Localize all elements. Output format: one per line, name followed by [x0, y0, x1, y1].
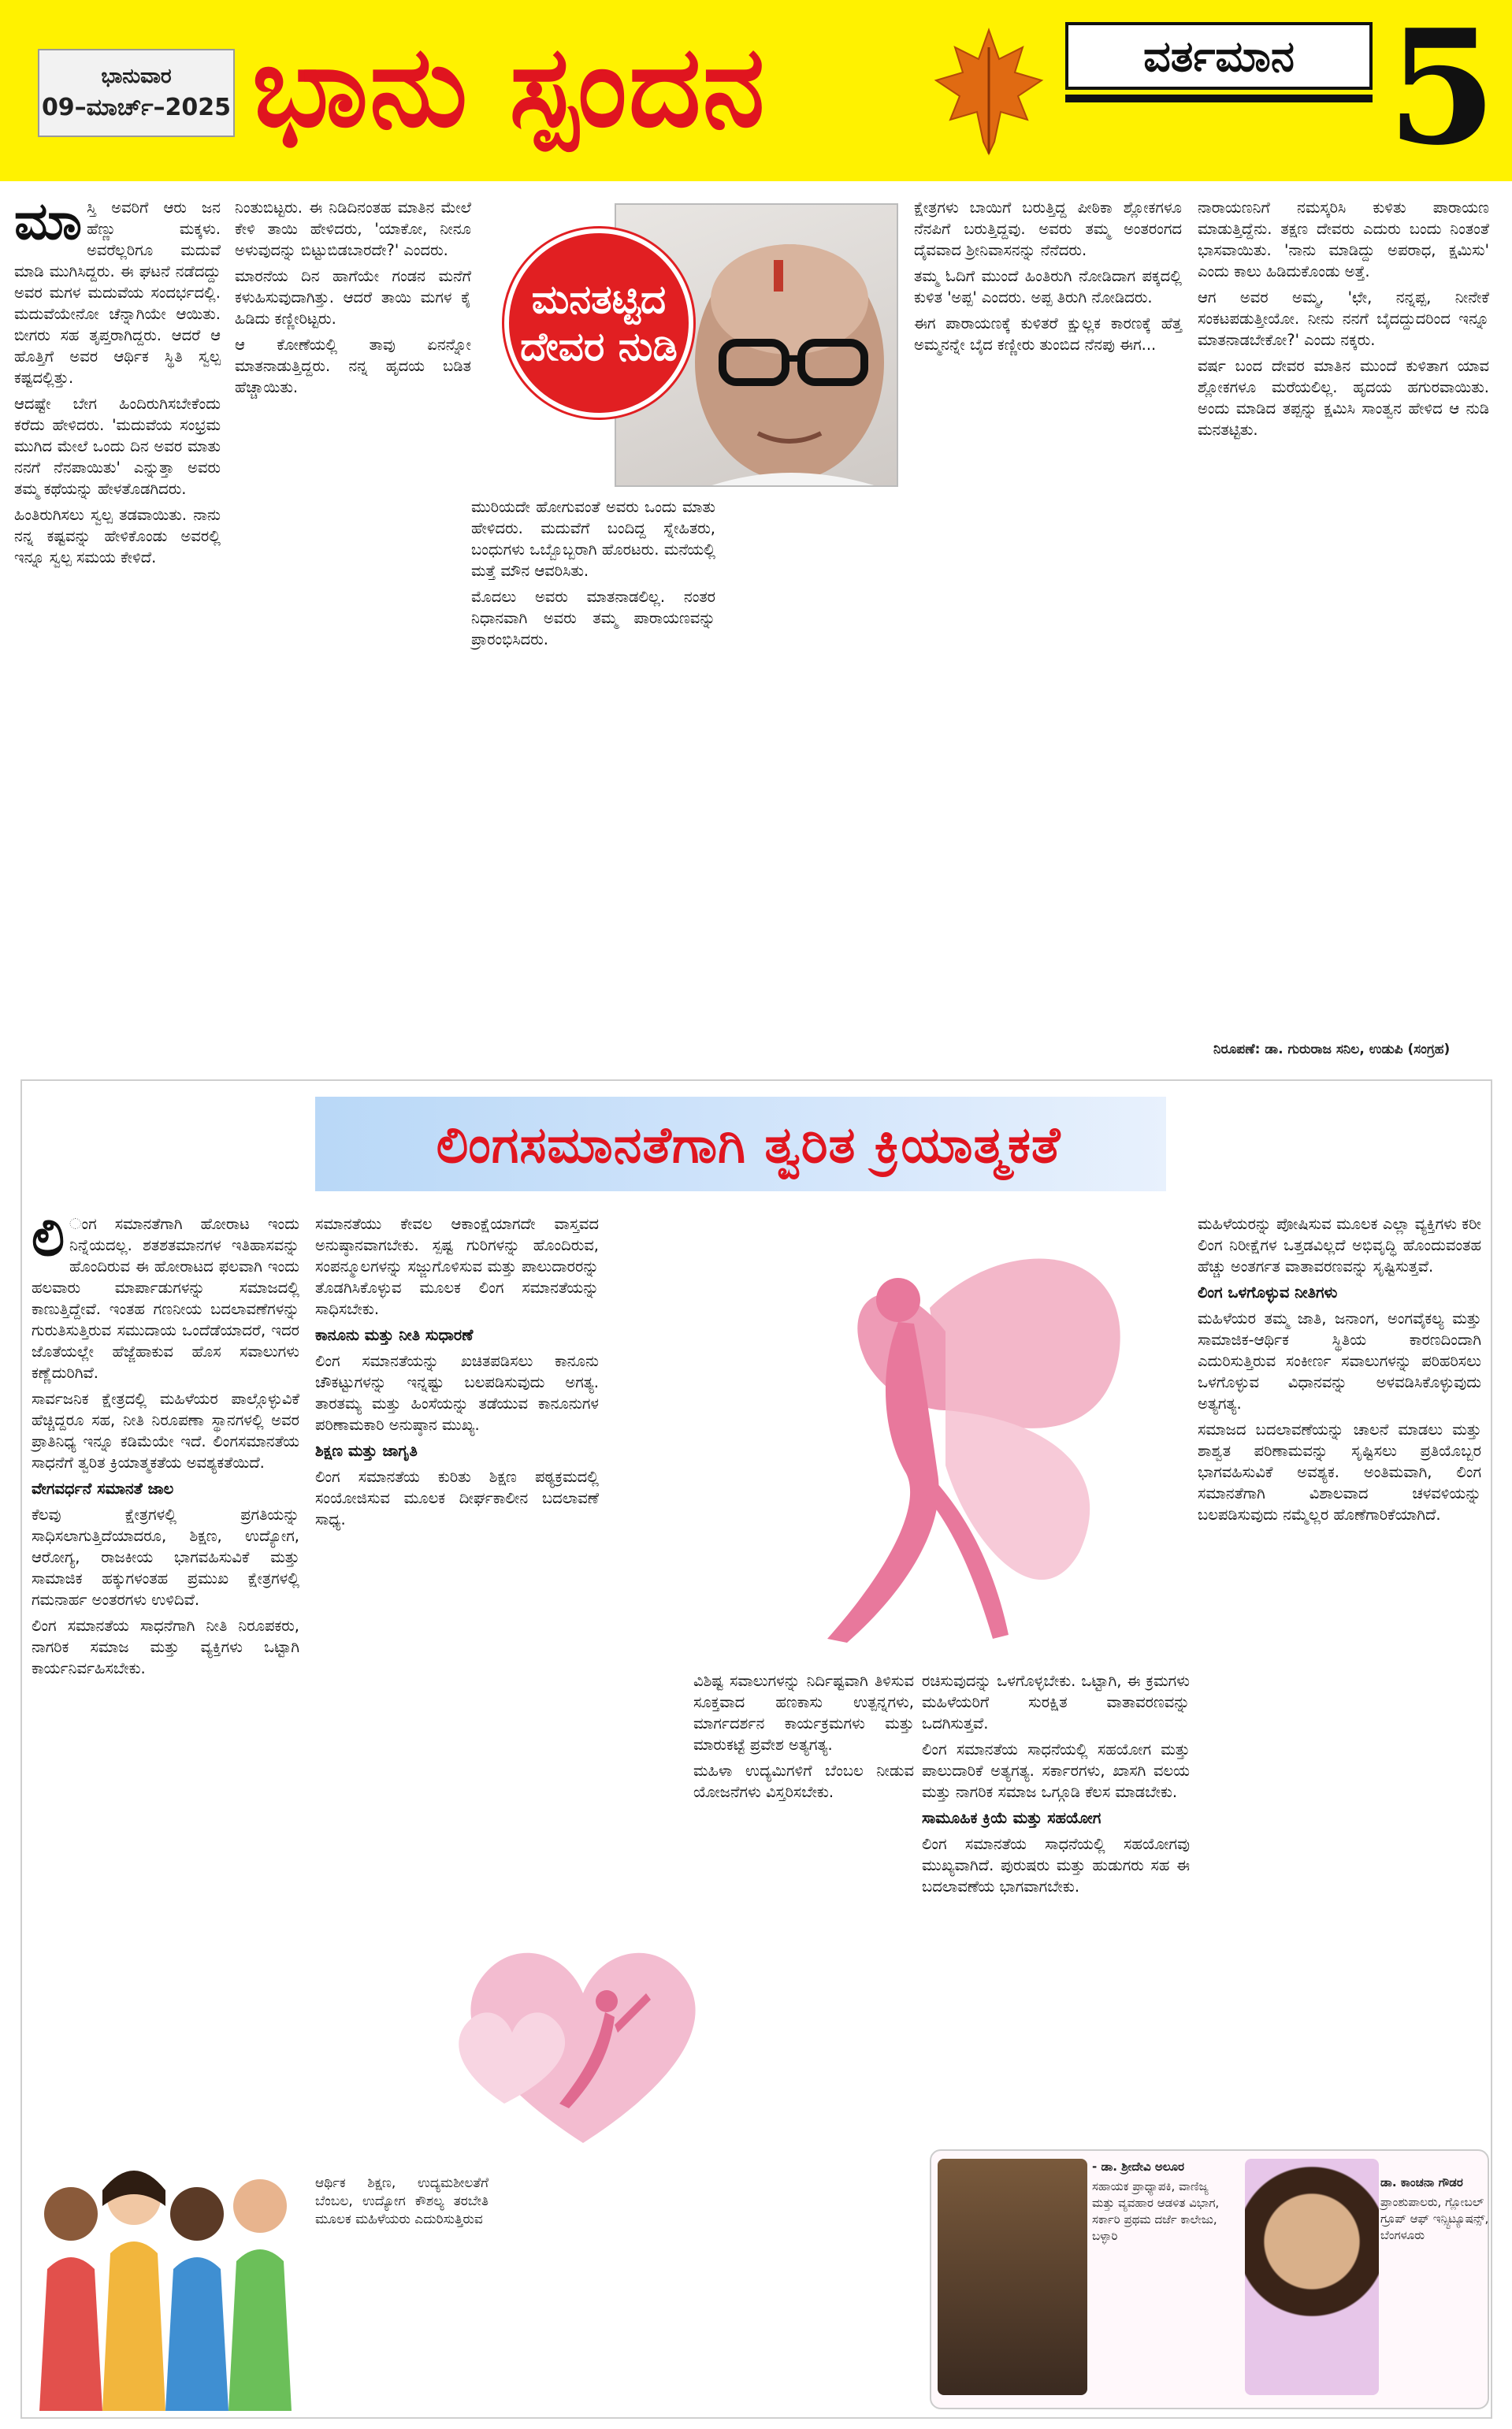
paragraph: ಕ್ಷೇತ್ರಗಳು ಬಾಯಿಗೆ ಬರುತ್ತಿದ್ದ ಪೀಠಿಕಾ ಶ್ಲೋಕಗಳೂ ನೆನಪಿಗೆ ಬರುತ್ತಿದ್ದವು. ಅವರು ತಮ್ಮ ಅಂತರಂಗದ ದೈವವಾದ ಶ್ರೀನಿವಾಸನನ್ನು ನೆನೆದರು. [914, 199, 1182, 259]
women-art-caption [315, 2175, 489, 2403]
author-byline [1092, 2159, 1234, 2395]
paragraph: ಆದಷ್ಟೇ ಬೇಗ ಹಿಂದಿರುಗಿಸಬೇಕೆಂದು ಕರೆದು ಹೇಳಿದರು. 'ಮದುವೆಯ ಸಂಭ್ರಮ ಮುಗಿದ ಮೇಲೆ ಒಂದು ದಿನ ಅವರ ಮಾತು ನನಗೆ ನೆನಪಾಯಿತು' ಎನ್ನುತ್ತಾ ಅವರು ತಮ್ಮ ಕಥೆಯನ್ನು ಹೇಳತೊಡಗಿದರು. [14, 395, 221, 498]
subheading: ಶಿಕ್ಷಣ ಮತ್ತು ಜಾಗೃತಿ [315, 1442, 418, 1460]
paragraph: ತಮ್ಮ ಓದಿಗೆ ಮುಂದೆ ಹಿಂತಿರುಗಿ ನೋಡಿದಾಗ ಪಕ್ಕದಲ್ಲಿ ಕುಳಿತ 'ಅಪ್ಪ' ಎಂದರು. ಅಪ್ಪ ತಿರುಗಿ ನೋಡಿದರು. [914, 267, 1182, 306]
author-name: - ಡಾ. ಶ್ರೀದೇವಿ ಅಲೂರ [1092, 2160, 1185, 2174]
paragraph: ಸಮಾನತೆಯು ಕೇವಲ ಆಕಾಂಕ್ಷೆಯಾಗದೇ ವಾಸ್ತವದ ಅನುಷ್ಠಾನವಾಗಬೇಕು. ಸ್ಪಷ್ಟ ಗುರಿಗಳನ್ನು ಹೊಂದಿರುವ, ಸಂಪನ್ಮೂಲಗಳನ್ನು ಸಜ್ಜುಗೊಳಿಸುವ ಮತ್ತು ಪಾಲುದಾರರನ್ನು ತೊಡಗಿಸಿಕೊಳ್ಳುವ ಮೂಲಕ ಲಿಂಗ ಸಮಾನತೆಯನ್ನು ಸಾಧಿಸಬೇಕು. [315, 1215, 599, 1318]
section-title: ಭಾನು ಸ್ಪಂದನ [252, 21, 767, 152]
fairy-illustration [709, 1213, 1150, 1655]
paragraph: ಲಿಂಗ ಸಮಾನತೆಯ ಕುರಿತು ಶಿಕ್ಷಣ ಪಠ್ಯಕ್ರಮದಲ್ಲಿ ಸಂಯೋಜಿಸುವ ಮೂಲಕ ದೀರ್ಘಕಾಲೀನ ಬದಲಾವಣೆ ಸಾಧ್ಯ. [315, 1468, 599, 1528]
paragraph: ಲಿಂಗ ಸಮಾನತೆಯ ಸಾಧನೆಗಾಗಿ ನೀತಿ ನಿರೂಪಕರು, ನಾಗರಿಕ ಸಮಾಜ ಮತ್ತು ವ್ಯಕ್ತಿಗಳು ಒಟ್ಟಾಗಿ ಕಾರ್ಯನಿರ್ವಹಿಸಬೇಕು. [32, 1617, 299, 1677]
author-name: ಡಾ. ಕಾಂಚನಾ ಗೌಡರ [1380, 2175, 1463, 2189]
page-number: 5 [1387, 0, 1497, 180]
paragraph: ಮೊದಲು ಅವರು ಮಾತನಾಡಲಿಲ್ಲ. ನಂತರ ನಿಧಾನವಾಗಿ ಅವರು ತಮ್ಮ ಪಾರಾಯಣವನ್ನು ಪ್ರಾರಂಭಿಸಿದರು. [471, 588, 715, 648]
bottom-article-column-1 [32, 1206, 299, 2135]
bottom-article-headline: ಲಿಂಗಸಮಾನತೆಗಾಗಿ ತ್ವರಿತ ಕ್ರಿಯಾತ್ಮಕತೆ [436, 1116, 1061, 1175]
paragraph: ಲಿಂಗ ಸಮಾನತೆಯ ಸಾಧನೆಯಲ್ಲಿ ಸಹಯೋಗವು ಮುಖ್ಯವಾಗಿದೆ. ಪುರುಷರು ಮತ್ತು ಹುಡುಗರು ಸಹ ಈ ಬದಲಾವಣೆಯ ಭಾಗವಾಗಬೇಕು. [922, 1835, 1190, 1896]
paragraph: ನಿಂತುಬಿಟ್ಟರು. ಈ ನಿಡಿದಿನಂತಹ ಮಾತಿನ ಮೇಲೆ ಕೇಳಿ ತಾಯಿ ಹೇಳಿದರು, 'ಯಾಕೋ, ನೀನೂ ಅಳುವುದನ್ನು ಬಿಟ್ಟುಬಿಡಬಾರದೇ?' ಎಂದರು. [235, 199, 471, 259]
bottom-article-column-2 [315, 1213, 599, 1899]
bottom-article-column-4 [922, 1670, 1190, 2127]
paragraph: ಮಹಿಳೆಯರನ್ನು ಪೋಷಿಸುವ ಮೂಲಕ ಎಲ್ಲಾ ವ್ಯಕ್ತಿಗಳು ಕರೀ ಲಿಂಗ ನಿರೀಕ್ಷೆಗಳ ಒತ್ತಡವಿಲ್ಲದೆ ಅಭಿವೃದ್ಧಿ ಹೊಂದುವಂತಹ ಹೆಚ್ಚು ಅಂತರ್ಗತ ವಾತಾವರಣವನ್ನು ಸೃಷ್ಟಿಸುತ್ತವೆ. [1198, 1215, 1481, 1276]
subheading: ವೇಗವರ್ಧನೆ ಸಮಾನತೆ ಜಾಲ [32, 1480, 174, 1498]
bottom-article-dropcap: ಲಿ [32, 1206, 65, 1268]
author-photo [938, 2159, 1087, 2395]
hearts-illustration [441, 1907, 725, 2167]
paragraph: ವಿಶಿಷ್ಟ ಸವಾಲುಗಳನ್ನು ನಿರ್ದಿಷ್ಟವಾಗಿ ತಿಳಿಸುವ ಸೂಕ್ತವಾದ ಹಣಕಾಸು ಉತ್ಪನ್ನಗಳು, ಮಾರ್ಗದರ್ಶನ ಕಾರ್ಯಕ್ರಮಗಳು ಮತ್ತು ಮಾರುಕಟ್ಟೆ ಪ್ರವೇಶ ಅತ್ಯಗತ್ಯ. [693, 1672, 914, 1754]
paragraph: ಈಗ ಪಾರಾಯಣಕ್ಕೆ ಕುಳಿತರೆ ಕ್ಷುಲ್ಲಕ ಕಾರಣಕ್ಕೆ ಹೆತ್ತ ಅಮ್ಮನನ್ನೇ ಬೈದ ಕಣ್ಣೀರು ತುಂಬಿದ ನೆನಪು ಈಗ... [914, 314, 1182, 354]
paragraph: ಹಿಂತಿರುಗಿಸಲು ಸ್ವಲ್ಪ ತಡವಾಯಿತು. ನಾನು ನನ್ನ ಕಷ್ಟವನ್ನು ಹೇಳಿಕೊಂಡು ಅವರಲ್ಲಿ ಇನ್ನೂ ಸ್ವಲ್ಪ ಸಮಯ ಕೇಳಿದೆ. [14, 506, 221, 566]
column-badge: ಮನತಟ್ಟಿದ ದೇವರ ನುಡಿ [504, 228, 693, 418]
date-box [38, 49, 235, 137]
bottom-article-column-3 [693, 1670, 914, 2127]
paragraph: ನಾರಾಯಣನಿಗೆ ನಮಸ್ಕರಿಸಿ ಕುಳಿತು ಪಾರಾಯಣ ಮಾಡುತ್ತಿದ್ದೆನು. ತಕ್ಷಣ ದೇವರು ಎದುರು ಬಂದು ನಿಂತಂತೆ ಭಾಸವಾಯಿತು. 'ನಾನು ಮಾಡಿದ್ದು ಅಪರಾಧ, ಕ್ಷಮಿಸು' ಎಂದು ಕಾಲು ಹಿಡಿದುಕೊಂಡು ಅತ್ತೆ. [1198, 199, 1489, 280]
author-details: ಪ್ರಾಂಶುಪಾಲರು, ಗ್ಲೋಬಲ್ ಗ್ರೂಪ್ ಆಫ್ ಇನ್ಸ್ಟಿಟ್ಯೂಷನ್ಸ್, ಬೆಂಗಳೂರು [1380, 2195, 1489, 2242]
author-details: ಸಹಾಯಕ ಪ್ರಾಧ್ಯಾಪಕಿ, ವಾಣಿಜ್ಯ ಮತ್ತು ವ್ಯವಹಾರ ಆಡಳಿತ ವಿಭಾಗ, ಸರ್ಕಾರಿ ಪ್ರಥಮ ದರ್ಜೆ ಕಾಲೇಜು, ಬಳ್ಳಾರಿ [1092, 2179, 1220, 2243]
paragraph: ರಚಿಸುವುದನ್ನು ಒಳಗೊಳ್ಳಬೇಕು. ಒಟ್ಟಾಗಿ, ಈ ಕ್ರಮಗಳು ಮಹಿಳೆಯರಿಗೆ ಸುರಕ್ಷಿತ ವಾತಾವರಣವನ್ನು ಒದಗಿಸುತ್ತವೆ. [922, 1672, 1190, 1733]
top-article-column-2 [235, 197, 471, 1024]
author-photo [1245, 2159, 1379, 2395]
paragraph: ಸಮಾಜದ ಬದಲಾವಣೆಯನ್ನು ಚಾಲನೆ ಮಾಡಲು ಮತ್ತು ಶಾಶ್ವತ ಪರಿಣಾಮವನ್ನು ಸೃಷ್ಟಿಸಲು ಪ್ರತಿಯೊಬ್ಬರ ಭಾಗವಹಿಸುವಿಕೆ ಅವಶ್ಯಕ. ಅಂತಿಮವಾಗಿ, ಲಿಂಗ ಸಮಾನತೆಗಾಗಿ ವಿಶಾಲವಾದ ಚಳವಳಿಯನ್ನು ಬಲಪಡಿಸುವುದು ನಮ್ಮೆಲ್ಲರ ಹೊಣೆಗಾರಿಕೆಯಾಗಿದೆ. [1198, 1421, 1481, 1524]
paragraph: ಆಗ ಅವರ ಅಮ್ಮ, 'ಛೇ, ನನ್ನಪ್ಪ, ನೀನೇಕೆ ಸಂಕಟಪಡುತ್ತೀಯೋ. ನೀನು ನನಗೆ ಬೈದದ್ದುದರಿಂದ ಇನ್ನೂ ಮಾತನಾಡಬೇಕೋ?' ಎಂದು ನಕ್ಕರು. [1198, 288, 1489, 349]
issue-date: 09–ಮಾರ್ಚ್–2025 [41, 94, 232, 121]
paragraph: ಸಾರ್ವಜನಿಕ ಕ್ಷೇತ್ರದಲ್ಲಿ ಮಹಿಳೆಯರ ಪಾಲ್ಗೊಳ್ಳುವಿಕೆ ಹೆಚ್ಚಿದ್ದರೂ ಸಹ, ನೀತಿ ನಿರೂಪಣಾ ಸ್ಥಾನಗಳಲ್ಲಿ ಅವರ ಪ್ರಾತಿನಿಧ್ಯ ಇನ್ನೂ ಕಡಿಮೆಯೇ ಇದೆ. ಲಿಂಗಸಮಾನತೆಯ ಸಾಧನೆಗೆ ತ್ವರಿತ ಕ್ರಿಯಾತ್ಮಕತೆಯ ಅವಶ್ಯಕತೆಯಿದೆ. [32, 1390, 299, 1472]
paragraph: ಸ್ತಿ ಅವರಿಗೆ ಆರು ಜನ ಹೆಣ್ಣು ಮಕ್ಕಳು. ಅವರೆಲ್ಲರಿಗೂ ಮದುವೆ ಮಾಡಿ ಮುಗಿಸಿದ್ದರು. ಈ ಘಟನೆ ನಡೆದದ್ದು ಅವರ ಮಗಳ ಮದುವೆಯ ಸಂದರ್ಭದಲ್ಲಿ. ಮದುವೆಯೇನೋ ಚೆನ್ನಾಗಿಯೇ ಆಯಿತು. ಬೀಗರು ಸಹ ತೃಪ್ತರಾಗಿದ್ದರು. ಆದರೆ ಆ ಹೊತ್ತಿಗೆ ಅವರ ಆರ್ಥಿಕ ಸ್ಥಿತಿ ಸ್ವಲ್ಪ ಕಷ್ಟದಲ್ಲಿತ್ತು. [14, 199, 221, 387]
newspaper-logo: ವರ್ತಮಾನ [1065, 22, 1373, 90]
subheading: ಸಾಮೂಹಿಕ ಕ್ರಿಯೆ ಮತ್ತು ಸಹಯೋಗ [922, 1809, 1101, 1827]
subheading: ಕಾನೂನು ಮತ್ತು ನೀತಿ ಸುಧಾರಣೆ [315, 1326, 474, 1344]
paragraph: ಲಿಂಗ ಸಮಾನತೆಯ ಸಾಧನೆಯಲ್ಲಿ ಸಹಯೋಗ ಮತ್ತು ಪಾಲುದಾರಿಕೆ ಅತ್ಯಗತ್ಯ. ಸರ್ಕಾರಗಳು, ಖಾಸಗಿ ವಲಯ ಮತ್ತು ನಾಗರಿಕ ಸಮಾಜ ಒಗ್ಗೂಡಿ ಕೆಲಸ ಮಾಡಬೇಕು. [922, 1740, 1190, 1801]
diverse-women-illustration [24, 2143, 307, 2411]
paragraph: ಆ ಕೋಣೆಯಲ್ಲಿ ತಾವು ಏನನ್ನೋ ಮಾತನಾಡುತ್ತಿದ್ದರು. ನನ್ನ ಹೃದಯ ಬಡಿತ ಹೆಚ್ಚಾಯಿತು. [235, 336, 471, 396]
maple-leaf-icon [930, 24, 1048, 158]
paragraph: ವರ್ಷ ಬಂದ ದೇವರ ಮಾತಿನ ಮುಂದೆ ಕುಳಿತಾಗ ಯಾವ ಶ್ಲೋಕಗಳೂ ಮರೆಯಲಿಲ್ಲ. ಹೃದಯ ಹಗುರವಾಯಿತು. ಅಂದು ಮಾಡಿದ ತಪ್ಪನ್ನು ಕ್ಷಮಿಸಿ ಸಾಂತ್ವನ ಹೇಳಿದ ಆ ನುಡಿ ಮನತಟ್ಟಿತು. [1198, 357, 1489, 439]
paragraph: ಲಿಂಗ ಸಮಾನತೆಯನ್ನು ಖಚಿತಪಡಿಸಲು ಕಾನೂನು ಚೌಕಟ್ಟುಗಳನ್ನು ಇನ್ನಷ್ಟು ಬಲಪಡಿಸುವುದು ಅಗತ್ಯ. ತಾರತಮ್ಯ ಮತ್ತು ಹಿಂಸೆಯನ್ನು ತಡೆಯುವ ಕಾನೂನುಗಳ ಪರಿಣಾಮಕಾರಿ ಅನುಷ್ಠಾನ ಮುಖ್ಯ. [315, 1352, 599, 1434]
author-byline [1380, 2175, 1489, 2395]
paragraph: ಮಹಿಳೆಯರ ತಮ್ಮ ಜಾತಿ, ಜನಾಂಗ, ಅಂಗವೈಕಲ್ಯ ಮತ್ತು ಸಾಮಾಜಿಕ-ಆರ್ಥಿಕ ಸ್ಥಿತಿಯ ಕಾರಣದಿಂದಾಗಿ ಎದುರಿಸುತ್ತಿರುವ ಸಂಕೀರ್ಣ ಸವಾಲುಗಳನ್ನು ಪರಿಹರಿಸಲು ಒಳಗೊಳ್ಳುವ ವಿಧಾನವನ್ನು ಅಳವಡಿಸಿಕೊಳ್ಳುವುದು ಅತ್ಯಗತ್ಯ. [1198, 1309, 1481, 1413]
top-article-column-5 [1198, 197, 1489, 1024]
subheading: ಲಿಂಗ ಒಳಗೊಳ್ಳುವ ನೀತಿಗಳು [1198, 1283, 1338, 1302]
paragraph: ಮುರಿಯದೇ ಹೋಗುವಂತೆ ಅವರು ಒಂದು ಮಾತು ಹೇಳಿದರು. ಮದುವೆಗೆ ಬಂದಿದ್ದ ಸ್ನೇಹಿತರು, ಬಂಧುಗಳು ಒಬ್ಬೊಬ್ಬರಾಗಿ ಹೊರಟರು. ಮನೆಯಲ್ಲಿ ಮತ್ತೆ ಮೌನ ಆವರಿಸಿತು. [471, 498, 715, 580]
paragraph: ಂಗ ಸಮಾನತೆಗಾಗಿ ಹೋರಾಟ ಇಂದು ನಿನ್ನೆಯದಲ್ಲ. ಶತಶತಮಾನಗಳ ಇತಿಹಾಸವನ್ನು ಹೊಂದಿರುವ ಈ ಹೋರಾಟದ ಫಲವಾಗಿ ಇಂದು ಹಲವಾರು ಮಾರ್ಪಾಡುಗಳನ್ನು ಸಮಾಜದಲ್ಲಿ ಕಾಣುತ್ತಿದ್ದೇವೆ. ಇಂತಹ ಗಣನೀಯ ಬದಲಾವಣೆಗಳನ್ನು ಗುರುತಿಸುತ್ತಿರುವ ಸಮುದಾಯ ಒಂದೆಡೆಯಾದರೆ, ಇದರ ಜೊತೆಯಲ್ಲೇ ಹೆಜ್ಜೆಹಾಕುವ ಹೊಸ ಸವಾಲುಗಳು ಕಣ್ಣೆದುರಿಗಿವೆ. [32, 1215, 299, 1382]
paragraph: ಮಾರನೆಯ ದಿನ ಹಾಗೆಯೇ ಗಂಡನ ಮನೆಗೆ ಕಳುಹಿಸುವುದಾಗಿತ್ತು. ಆದರೆ ತಾಯಿ ಮಗಳ ಕೈ ಹಿಡಿದು ಕಣ್ಣೀರಿಟ್ಟರು. [235, 267, 471, 328]
logo-underline [1065, 95, 1373, 102]
top-article-credit: ನಿರೂಪಣೆ: ಡಾ. ಗುರುರಾಜ ಸನಿಲ, ಉಡುಪಿ (ಸಂಗ್ರಹ) [1213, 1042, 1451, 1057]
paragraph: ಆರ್ಥಿಕ ಶಿಕ್ಷಣ, ಉದ್ಯಮಶೀಲತೆಗೆ ಬೆಂಬಲ, ಉದ್ಯೋಗ ಕೌಶಲ್ಯ ತರಬೇತಿ ಮೂಲಕ ಮಹಿಳೆಯರು ಎದುರಿಸುತ್ತಿರುವ [315, 2175, 489, 2227]
bottom-article-column-5 [1198, 1213, 1481, 2135]
top-article-column-3 [471, 496, 715, 1024]
paragraph: ಮಹಿಳಾ ಉದ್ಯಮಿಗಳಿಗೆ ಬೆಂಬಲ ನೀಡುವ ಯೋಜನೆಗಳು ವಿಸ್ತರಿಸಬೇಕು. [693, 1762, 914, 1801]
top-article-column-1 [14, 190, 221, 1024]
top-article-column-4 [914, 197, 1182, 1024]
paragraph: ಕೆಲವು ಕ್ಷೇತ್ರಗಳಲ್ಲಿ ಪ್ರಗತಿಯನ್ನು ಸಾಧಿಸಲಾಗುತ್ತಿದೆಯಾದರೂ, ಶಿಕ್ಷಣ, ಉದ್ಯೋಗ, ಆರೋಗ್ಯ, ರಾಜಕೀಯ ಭಾಗವಹಿಸುವಿಕೆ ಮತ್ತು ಸಾಮಾಜಿಕ ಹಕ್ಕುಗಳಂತಹ ಪ್ರಮುಖ ಕ್ಷೇತ್ರಗಳಲ್ಲಿ ಗಮನಾರ್ಹ ಅಂತರಗಳು ಉಳಿದಿವೆ. [32, 1506, 299, 1609]
top-article-dropcap: ಮಾ [14, 190, 83, 251]
issue-day: ಭಾನುವಾರ [101, 65, 172, 88]
